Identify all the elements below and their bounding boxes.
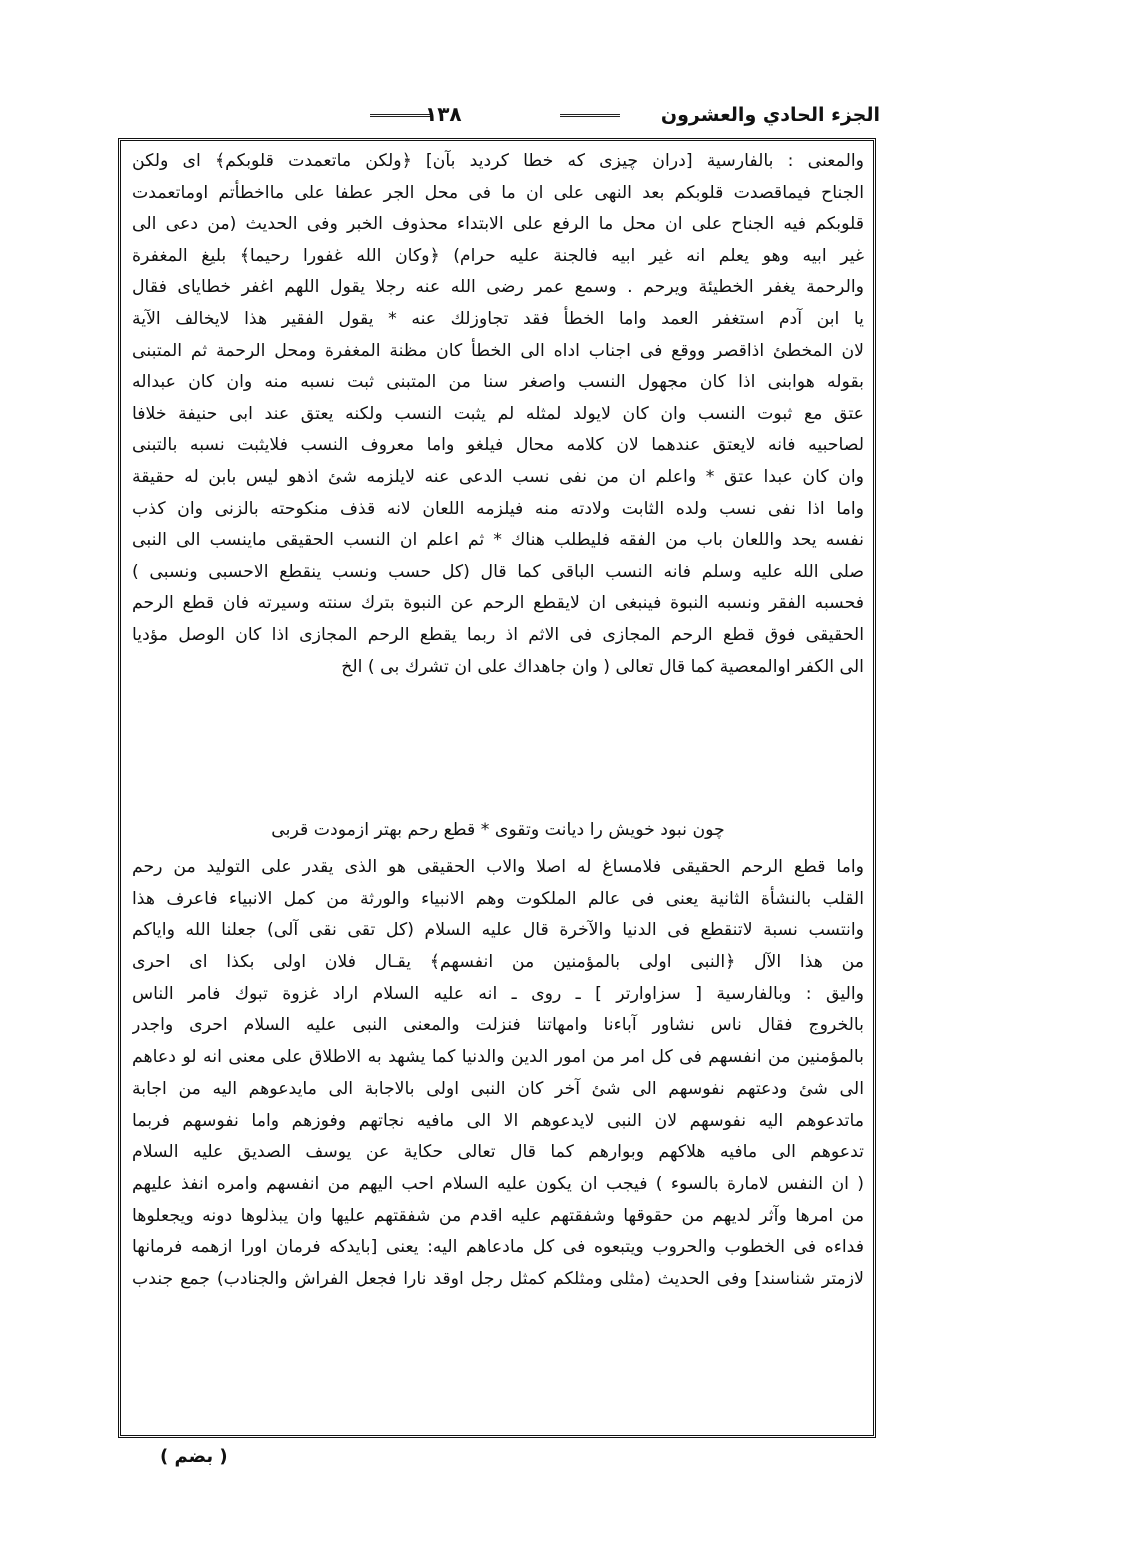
text-line: صلى الله عليه وسلم فانه النسب الباقى كما قال (كل حسب ونسب ينقطع الاحسبى ونسبى ) <box>132 561 864 582</box>
text-line: نفسه يحد واللعان باب من الفقه فليطلب هناك * ثم اعلم ان النسب الحقيقى ماينسب الى النبى <box>132 530 864 551</box>
text-line: يا ابن آدم استغفر العمد واما الخطأ فقد تجاوزلك عنه * يقول الفقير هذا لايخالف الآية <box>132 308 864 329</box>
text-line: الحقيقى فوق قطع الرحم المجازى فى الاثم اذ ربما يقطع الرحم المجازى اذا كان الوصل مؤديا <box>132 624 864 645</box>
text-line: لان المخطئ اذاقصر ووقع فى اجناب اداه الى الخطأ كان مظنة المغفرة ومحل الرحمة ثم المتبنى <box>132 340 864 361</box>
text-line: قلوبكم فيه الجناح على ان محل ما الرفع على الابتداء محذوف الخبر وفى الحديث (من دعى الى <box>132 214 864 235</box>
text-line: والرحمة يغفر الخطيئة ويرحم . وسمع عمر رضى الله عنه رجلا يقول اللهم اغفر خطاياى فقال <box>132 277 864 298</box>
text-line: فحسبه الفقر ونسبه النبوة فينبغى ان لايقطع الرحم عن النبوة بترك سنته وسيرته فان قطع الرحم <box>132 593 864 614</box>
text-line: القلب بالنشأة الثانية يعنى فى عالم الملكوت وهم الانبياء والورثة من كمل الانبياء فاعرف هذا <box>132 888 864 909</box>
text-line: ( ان النفس لامارة بالسوء ) فيجب ان يكون عليه السلام احب اليهم من انفسهم وامره انفذ عليهم <box>132 1173 864 1194</box>
text-line: وانتسب نسبة لاتنقطع فى الدنيا والآخرة قال عليه السلام (كل تقى نقى آلى) جعلنا الله واياكم <box>132 920 864 941</box>
text-line: الى شئ ودعتهم نفوسهم الى شئ آخر كان النبى اولى بالاجابة الى مايدعوهم اليه من اجابة <box>132 1078 864 1099</box>
text-line: من هذا الآل ﴿النبى اولى بالمؤمنين من انفسهم﴾ يقـال فلان اولى بكذا اى احرى <box>132 952 864 973</box>
text-line: غير ابيه وهو يعلم انه غير ابيه فالجنة عليه حرام) ﴿وكان الله غفورا رحيما﴾ بليغ المغفرة <box>132 245 864 266</box>
running-title: الجزء الحادي والعشرون <box>660 104 880 126</box>
text-line: وان كان عبدا عتق * واعلم ان من نفى نسب الدعى عنه لايلزمه شئ اذهو ليس بابن له حقيقة <box>132 466 864 487</box>
page-number: ١٣٨ <box>425 102 462 126</box>
header-ornament-left <box>370 114 430 125</box>
page-header <box>120 100 880 140</box>
text-line: والمعنى : بالفارسية [دران چيزى كه خطا كرديد بآن] ﴿ولكن ماتعمدت قلوبكم﴾ اى ولكن <box>132 151 864 171</box>
main-text-bottom <box>132 852 864 1296</box>
text-line: ماتدعوهم اليه نفوسهم لان النبى لايدعوهم الا الى مافيه نجاتهم وفوزهم واما نفوسهم فربما <box>132 1110 864 1131</box>
text-line: تدعوهم الى مافيه هلاكهم وبوارهم كما قال تعالى حكاية عن يوسف الصديق عليه السلام <box>132 1142 864 1163</box>
text-line: واليق : وبالفارسية [ سزاوارتر ] ـ روى ـ انه عليه السلام اراد غزوة تبوك فامر الناس <box>132 983 864 1004</box>
catchword: ( بضم ) <box>160 1446 228 1467</box>
text-line: واما قطع الرحم الحقيقى فلامساغ له اصلا والاب الحقيقى هو الذى يقدر على التوليد من رحم <box>132 857 864 877</box>
text-line: الى الكفر اوالمعصية كما قال تعالى ( وان جاهداك على ان تشرك بى ) الخ <box>341 656 864 677</box>
persian-verse: چون نبود خويش را ديانت وتقوى * قطع رحم بهتر ازمودت قربى <box>271 820 725 840</box>
text-line: من امرها وآثر لديهم من حقوقها وشفقتهم عليه اقدم من شفقتهم عليها وان يبذلوها دونه ويجعلوها <box>132 1205 864 1226</box>
text-line: عتق مع ثبوت النسب وان كان لايولد لمثله لم يثبت النسب ولكنه يعتق عند ابى حنيفة خلافا <box>132 403 864 424</box>
text-line: لصاحبيه فانه لايعتق عندهما لان كلامه محال فيلغو واما معروف النسب فلايثبت نسبه بالتبنى <box>132 435 864 456</box>
text-line: بقوله هوابنى اذا كان مجهول النسب واصغر سنا من المتبنى ثبت نسبه منه وان كان عبداله <box>132 372 864 393</box>
header-ornament-right <box>560 114 620 125</box>
text-line: بالمؤمنين من انفسهم فى كل امر من امور الدين والدنيا كما يشهد به الاطلاق على معنى انه لو دعاهم <box>132 1047 864 1068</box>
text-line: فداءه فى الخطوب والحروب ويتبعوه فى كل مادعاهم اليه: يعنى [بايدكه فرمان اورا ازهمه فرمانها <box>132 1237 864 1258</box>
text-line: واما اذا نفى نسب ولده الثابت ولادته منه فيلزمه اللعان لانه قذف منكوحته بالزنى وان كذب <box>132 498 864 519</box>
text-line: لازمتر شناسند] وفى الحديث (مثلى ومثلكم كمثل رجل اوقد نارا فجعل الفراش والجنادب) جمع جندب <box>132 1268 864 1289</box>
text-line: الجناح فيماقصدت قلوبكم بعد النهى على ان ما فى محل الجر عطفا على مااخطأتم اوماتعمدت <box>132 182 864 203</box>
text-line: بالخروج فقال ناس نشاور آباءنا وامهاتنا فنزلت والمعنى النبى عليه السلام احرى واجدر <box>132 1015 864 1036</box>
main-text-top <box>132 146 864 683</box>
